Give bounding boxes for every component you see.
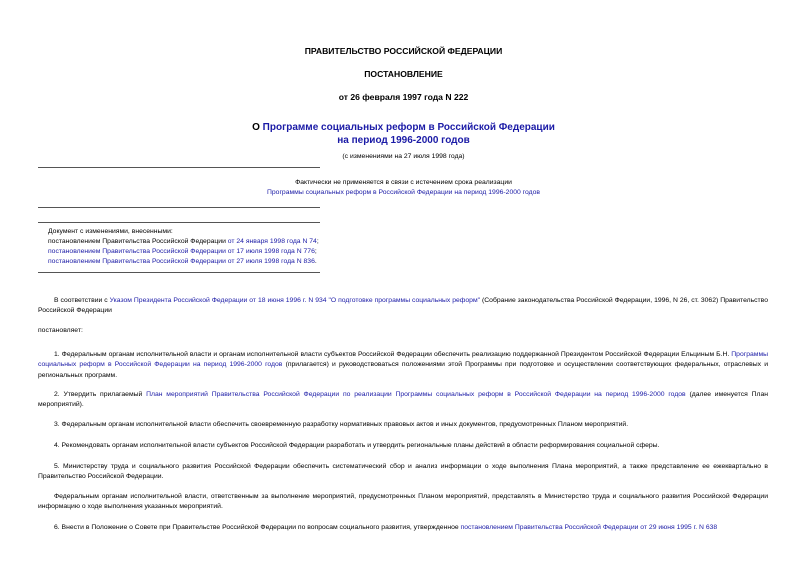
paragraph-6: 6. Внести в Положение о Совете при Правительстве Российской Федерации по вопросам социального развития, утвержденное постановлением Правительства Российской Федерации от 29 июня 1995 г. N 638 xyxy=(54,524,718,531)
changes-note: (с изменениями на 27 июля 1998 года) xyxy=(342,153,465,160)
divider xyxy=(38,167,320,168)
divider xyxy=(38,207,320,208)
status-line1: Фактически не применяется в связи с истечением срока реализации xyxy=(295,179,512,186)
amendment-link[interactable]: постановлением Правительства Российской Федерации от 17 июля 1998 года N 776 xyxy=(48,248,315,255)
paragraph-3: 3. Федеральным органам исполнительной власти обеспечить своевременную разработку нормативных правовых актов и иных документов, предусмотренных Планом мероприятий. xyxy=(54,421,629,428)
paragraph-4: 4. Рекомендовать органам исполнительной власти субъектов Российской Федерации разработать и утвердить региональные планы действий в области реформирования социальной сферы. xyxy=(54,442,660,449)
status-program-link[interactable]: Программы социальных реформ в Российской Федерации на период 1996-2000 годов xyxy=(267,189,540,196)
amendment-item: постановлением Правительства Российской Федерации от 27 июля 1998 года N 836. xyxy=(48,258,317,265)
paragraph-1: 1. Федеральным органам исполнительной власти и органам исполнительной власти субъектов Российской Федерации обеспечить реализацию поддержанной Президентом Российской Федерации Ельциным Б.Н. Программы социальных реформ в Российской Федерации на период 1996-2000 годов (прилагается) и руководствоваться положениями этой Программы при подготовке и осуществлении соответствующих федеральных, отраслевых и региональных программ. xyxy=(38,351,768,379)
issuer-heading: ПРАВИТЕЛЬСТВО РОССИЙСКОЙ ФЕДЕРАЦИИ xyxy=(304,46,503,56)
divider xyxy=(38,272,320,273)
amendment-link[interactable]: от 24 января 1998 года N 74 xyxy=(227,238,317,245)
amendment-item: постановлением Правительства Российской Федерации от 24 января 1998 года N 74; xyxy=(48,238,319,245)
title-link-line2[interactable]: на период 1996-2000 годов xyxy=(337,135,470,146)
paragraph-5b: Федеральным органам исполнительной власти, ответственным за выполнение мероприятий, предусмотренных Планом мероприятий, представлять в Министерство труда и социального развития Российской Федерации информацию о ходе выполнения указанных мероприятий. xyxy=(38,493,768,511)
action-plan-link[interactable]: План мероприятий Правительства Российской Федерации по реализации Программы социальных реформ в Российской Федерации на период 1996-2000 годов xyxy=(146,391,686,398)
amendments-list xyxy=(48,227,348,267)
amendments-heading: Документ с изменениями, внесенными: xyxy=(48,228,173,235)
program-link[interactable]: Программы социальных реформ в Российской Федерации на период 1996-2000 годов xyxy=(38,351,768,369)
date-number: от 26 февраля 1997 года N 222 xyxy=(338,92,469,102)
amendment-item: постановлением Правительства Российской Федерации от 17 июля 1998 года N 776; xyxy=(48,248,317,255)
status-note xyxy=(0,178,807,198)
paragraph-2: 2. Утвердить прилагаемый План мероприятий Правительства Российской Федерации по реализации Программы социальных реформ в Российской Федерации на период 1996-2000 годов (далее именуется План мероприятий). xyxy=(38,391,768,409)
document-title xyxy=(0,121,807,147)
title-link-line1[interactable]: Программе социальных реформ в Российской Федерации xyxy=(262,122,555,133)
paragraph-decides: постановляет: xyxy=(38,327,83,334)
paragraph-intro: В соответствии с Указом Президента Российской Федерации от 18 июня 1996 г. N 934 "О подготовке программы социальных реформ" (Собрание законодательства Российской Федерации, 1996, N 26, ст. 3062) Правительство Российской Федерации xyxy=(38,297,768,315)
title-prefix: О xyxy=(252,122,263,133)
divider xyxy=(38,222,320,223)
decree-link[interactable]: Указом Президента Российской Федерации от 18 июня 1996 г. N 934 "О подготовке программы социальных реформ" xyxy=(109,297,481,304)
document-type: ПОСТАНОВЛЕНИЕ xyxy=(364,69,443,79)
regulation-link[interactable]: постановлением Правительства Российской Федерации от 29 июня 1995 г. N 638 xyxy=(460,524,718,531)
amendment-link[interactable]: постановлением Правительства Российской Федерации от 27 июля 1998 года N 836 xyxy=(48,258,315,265)
paragraph-5: 5. Министерству труда и социального развития Российской Федерации обеспечить систематический сбор и анализ информации о ходе выполнения Плана мероприятий, а также представление ее ежеквартально в Правительство Российской Федерации. xyxy=(38,463,768,481)
